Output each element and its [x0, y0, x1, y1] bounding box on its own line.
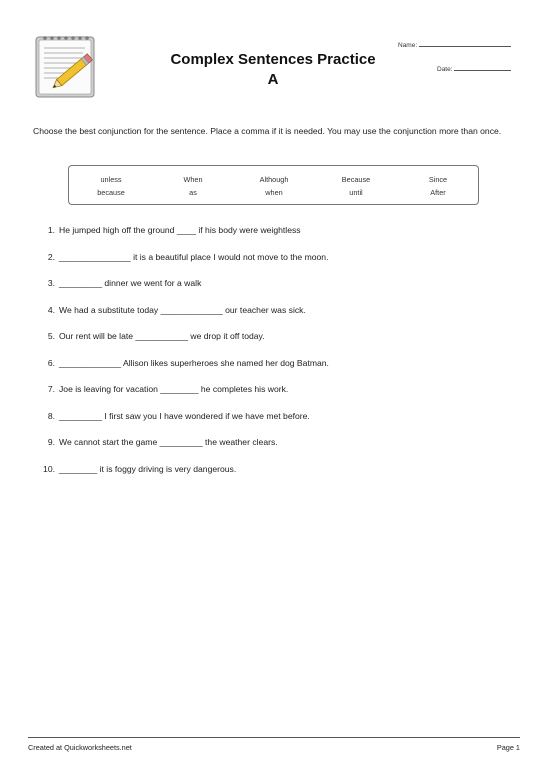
word-bank-item: Since — [428, 175, 448, 184]
question-text: Joe is leaving for vacation ________ he completes his work. — [59, 384, 289, 394]
question-item — [33, 224, 513, 236]
worksheet-title — [148, 50, 398, 90]
date-blank-line[interactable] — [454, 64, 511, 71]
question-text: ________ it is foggy driving is very dangerous. — [59, 463, 237, 474]
footer-page-number: Page 1 — [496, 743, 520, 752]
title-line-2: A — [267, 71, 279, 88]
question-item — [33, 463, 513, 475]
question-number: 6. — [47, 357, 55, 368]
question-text: We had a substitute today _____________ our teacher was sick. — [59, 304, 306, 315]
question-text: Our rent will be late ___________ we drop it off today. — [59, 331, 265, 341]
word-bank-item: When — [183, 175, 203, 184]
question-item — [33, 410, 513, 422]
question-item — [33, 357, 513, 369]
instructions: Choose the best conjunction for the sentence. Place a comma if it is needed. You may use the conjunction more than once. — [33, 126, 502, 136]
name-field[interactable] — [398, 40, 511, 49]
date-field[interactable] — [437, 64, 511, 73]
question-number: 2. — [47, 251, 55, 262]
word-bank-item: unless — [100, 175, 122, 184]
question-number: 10. — [43, 463, 55, 474]
question-number: 5. — [47, 331, 55, 341]
question-item — [33, 436, 513, 448]
question-text: He jumped high off the ground ____ if his body were weightless — [59, 225, 301, 235]
question-text: _________ dinner we went for a walk — [59, 278, 202, 288]
question-item — [33, 383, 513, 395]
question-number: 8. — [47, 410, 55, 421]
question-text: _________ I first saw you I have wondered if we have met before. — [59, 410, 310, 421]
word-bank-item: until — [349, 188, 363, 197]
word-bank-item: After — [430, 188, 446, 197]
question-number: 4. — [47, 304, 55, 315]
footer-credit: Created at Quickworksheets.net — [28, 743, 132, 752]
question-text: We cannot start the game _________ the weather clears. — [59, 437, 278, 447]
word-bank-item: as — [189, 188, 197, 197]
word-bank-box — [68, 165, 479, 205]
word-bank-item: when — [265, 188, 283, 197]
question-text: _____________ Allison likes superheroes she named her dog Batman. — [59, 357, 329, 368]
notepad-pencil-logo — [33, 31, 101, 101]
question-number: 9. — [47, 437, 55, 447]
question-item — [33, 277, 513, 289]
date-label: Date: — [437, 66, 453, 73]
word-bank-item: Although — [259, 175, 289, 184]
question-text: _______________ it is a beautiful place I would not move to the moon. — [59, 251, 329, 262]
name-blank-line[interactable] — [419, 40, 511, 47]
title-line-1: Complex Sentences Practice — [170, 51, 376, 68]
question-item — [33, 330, 513, 342]
question-item — [33, 304, 513, 316]
question-number: 1. — [47, 225, 55, 235]
question-number: 7. — [47, 384, 55, 394]
name-label: Name: — [398, 42, 418, 49]
word-bank-item: because — [97, 188, 125, 197]
question-number: 3. — [47, 278, 55, 288]
question-item — [33, 251, 513, 263]
word-bank-item: Because — [341, 175, 371, 184]
footer-divider — [28, 737, 520, 738]
